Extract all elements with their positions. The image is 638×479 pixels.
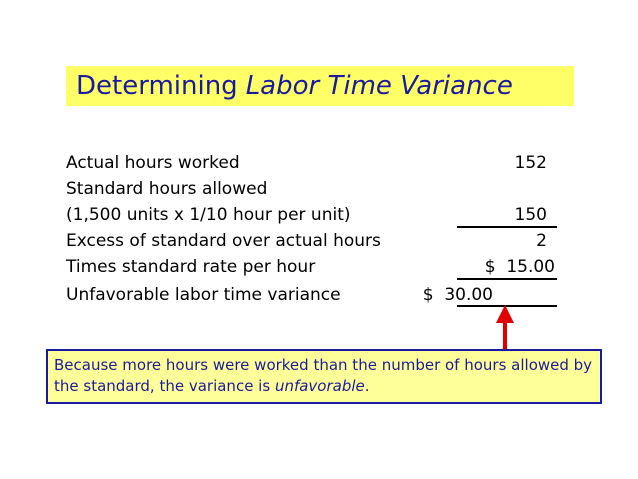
explanation-callout — [46, 349, 602, 404]
row-value-unfavorable-variance: $ 30.00 — [422, 285, 493, 305]
slide-title — [66, 66, 574, 106]
row-label-actual-hours: Actual hours worked — [66, 153, 240, 173]
title-plain: Determining — [76, 71, 238, 101]
row-label-units-calc: (1,500 units x 1/10 hour per unit) — [66, 205, 351, 225]
row-label-unfavorable-variance: Unfavorable labor time variance — [66, 285, 341, 305]
arrow-up-icon — [496, 305, 514, 323]
arrow-shaft — [503, 322, 507, 352]
underline-standard-rate — [457, 278, 557, 280]
row-value-excess-hours: 2 — [536, 231, 547, 251]
row-value-actual-hours: 152 — [514, 153, 547, 173]
row-label-standard-rate: Times standard rate per hour — [66, 257, 316, 277]
title-italic: Labor Time Variance — [245, 71, 513, 101]
row-label-standard-hours: Standard hours allowed — [66, 179, 268, 199]
note-text: Because more hours were worked than the number of hours allowed by the standard, the variance is — [54, 356, 593, 395]
note-period: . — [364, 377, 370, 395]
underline-standard-hours — [457, 226, 557, 228]
row-value-standard-hours: 150 — [514, 205, 547, 225]
row-label-excess-hours: Excess of standard over actual hours — [66, 231, 381, 251]
note-italic-word: unfavorable — [274, 377, 365, 395]
row-value-standard-rate: $ 15.00 — [484, 257, 555, 277]
